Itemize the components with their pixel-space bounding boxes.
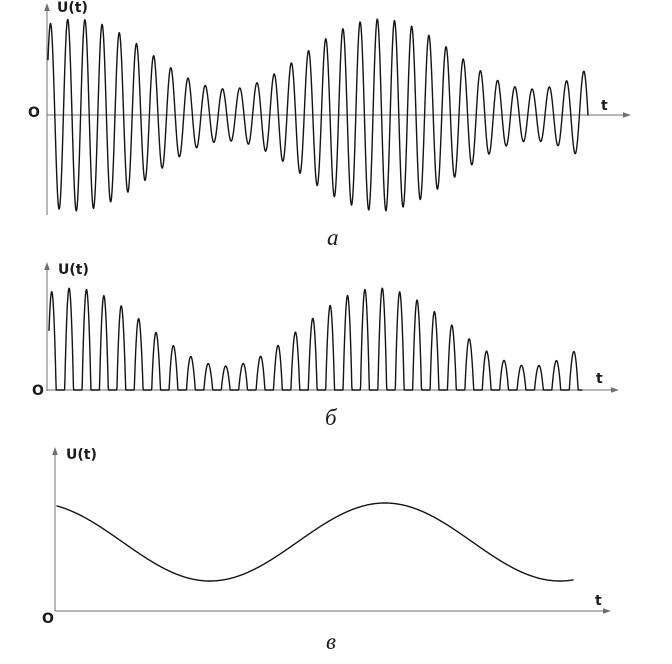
chart-a-caption: а: [327, 225, 339, 250]
chart-a-origin-label: O: [28, 105, 40, 121]
chart-a-plot: [44, 0, 631, 215]
chart-b-origin-label: O: [32, 383, 44, 399]
chart-b-plot: [44, 262, 619, 393]
chart-b-caption: б: [325, 405, 337, 430]
chart-v-plot: [52, 447, 611, 614]
chart-a-x-axis-label: t: [601, 98, 608, 114]
chart-v-y-axis-label: U(t): [66, 447, 97, 463]
chart-v-x-axis-label: t: [595, 593, 602, 609]
chart-b-x-axis-label: t: [596, 371, 603, 387]
chart-v-caption: в: [326, 629, 336, 654]
chart-a-y-axis-label: U(t): [57, 0, 88, 16]
chart-v-origin-label: O: [42, 611, 54, 627]
chart-b-y-axis-label: U(t): [58, 262, 89, 278]
